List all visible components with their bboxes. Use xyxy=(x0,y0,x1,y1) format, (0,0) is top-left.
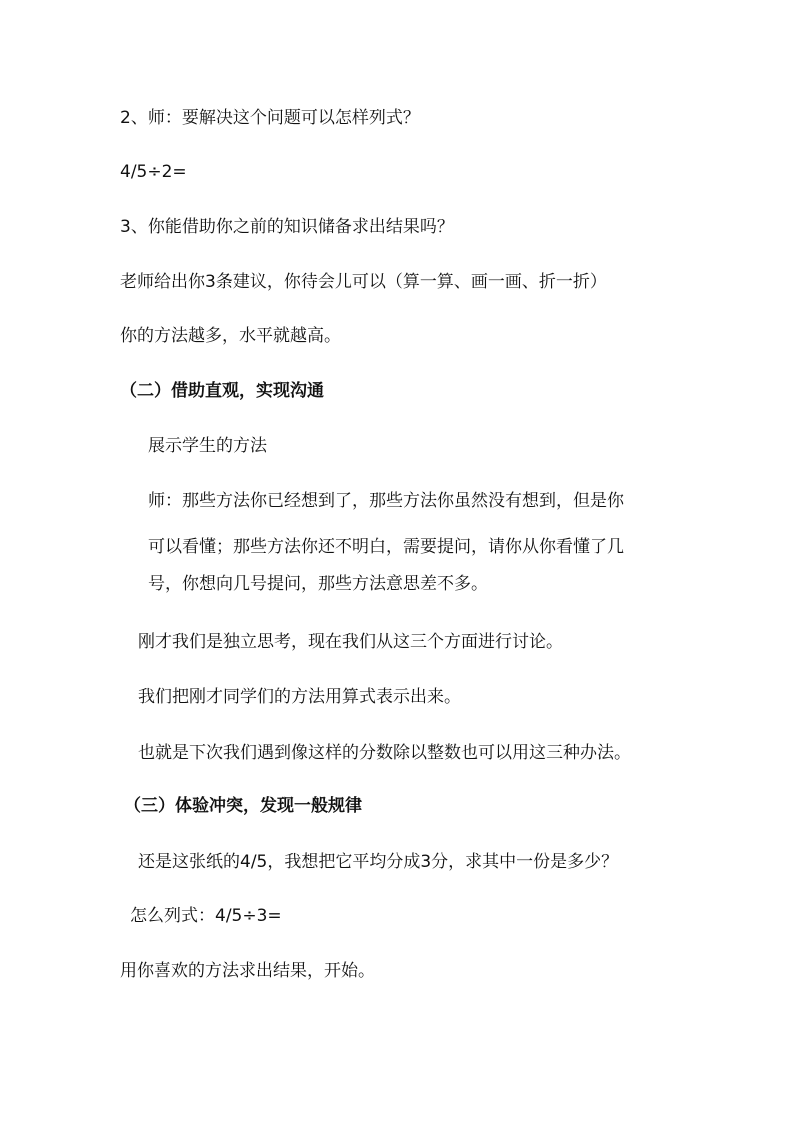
section-heading-3: （三）体验冲突，发现一般规律 xyxy=(124,796,362,816)
question-2: 2、师：要解决这个问题可以怎样列式？ xyxy=(120,108,420,128)
start-instruction: 用你喜欢的方法求出结果，开始。 xyxy=(120,961,375,981)
discussion-note: 刚才我们是独立思考，现在我们从这三个方面进行讨论。 xyxy=(138,632,563,652)
formula-2: 怎么列式：4/5÷3= xyxy=(130,906,282,926)
method-note: 你的方法越多，水平就越高。 xyxy=(120,326,341,346)
question-3: 3、你能借助你之前的知识储备求出结果吗？ xyxy=(120,217,454,237)
teacher-paragraph-line-3: 号，你想向几号提问，那些方法意思差不多。 xyxy=(148,574,488,594)
formula-1: 4/5÷2= xyxy=(120,162,187,182)
section-heading-2: （二）借助直观，实现沟通 xyxy=(120,381,324,401)
method-summary: 也就是下次我们遇到像这样的分数除以整数也可以用这三种办法。 xyxy=(138,743,631,763)
expression-note: 我们把刚才同学们的方法用算式表示出来。 xyxy=(138,687,461,707)
teacher-paragraph-line-2: 可以看懂；那些方法你还不明白，需要提问，请你从你看懂了几 xyxy=(148,537,624,557)
paper-problem: 还是这张纸的4/5，我想把它平均分成3分，求其中一份是多少？ xyxy=(138,852,619,872)
teacher-suggestion: 老师给出你3条建议，你待会儿可以（算一算、画一画、折一折） xyxy=(120,272,607,292)
teacher-paragraph-line-1: 师：那些方法你已经想到了，那些方法你虽然没有想到，但是你 xyxy=(148,491,624,511)
show-methods: 展示学生的方法 xyxy=(148,436,267,456)
